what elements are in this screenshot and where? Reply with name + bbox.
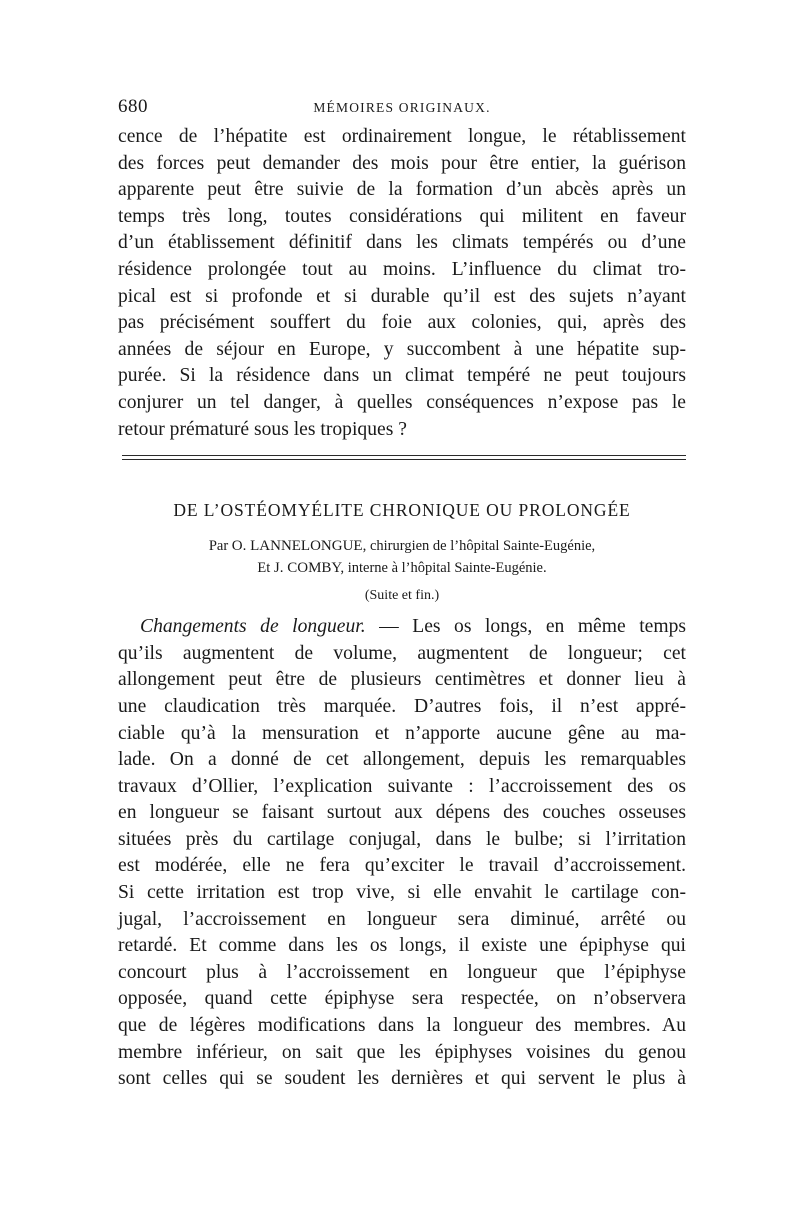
text-line: en longueur se faisant surtout aux dépens des couches osseuses [118,802,686,824]
text-line: une claudication très marquée. D’autres fois, il n’est appré- [118,695,686,717]
text-line: des forces peut demander des mois pour être entier, la guérison [118,152,686,174]
text-line: opposée, quand cette épiphyse sera respectée, on n’observera [118,988,686,1010]
section-divider [118,455,686,460]
divider-rule [122,459,686,460]
text-line: retardé. Et comme dans les os longs, il existe une épiphyse qui [118,935,686,957]
text-line: situées près du cartilage conjugal, dans le bulbe; si l’irritation [118,828,686,850]
article-title: DE L’OSTÉOMYÉLITE CHRONIQUE OU PROLONGÉE [173,500,631,521]
text-line: apparente peut être suivie de la formation d’un abcès après un [118,179,686,201]
author-name: J. COMBY, [273,560,345,577]
running-head [118,96,686,124]
paragraph-longueur [118,614,686,1093]
byline-author-1 [118,535,686,557]
text-line: est modérée, elle ne fera qu’exciter le travail d’accroissement. [118,855,686,877]
text-line: résidence prolongée tout au moins. L’influence du climat tro- [118,258,686,280]
text-line: lade. On a donné de cet allongement, depuis les remarquables [118,749,686,771]
text-line: conjurer un tel danger, à quelles conséquences n’expose pas le [118,391,686,413]
text-line: jugal, l’accroissement en longueur sera diminué, arrêté ou [118,908,686,930]
text-line: que de légères modifications dans la longueur des membres. Au [118,1015,686,1037]
continuation-note: (Suite et fin.) [364,588,440,604]
byline-author-2 [118,557,686,579]
byline-prefix: Et [257,560,274,577]
author-role: interne à l’hôpital Sainte-Eugénie. [344,560,547,577]
text-line: concourt plus à l’accroissement en longueur que l’épiphyse [118,961,686,983]
page [118,96,686,1093]
text-line: qu’ils augmentent de volume, augmentent de longueur; cet [118,642,686,664]
text-line: sont celles qui se soudent les dernières et qui servent le plus à [118,1068,686,1090]
section-lead: — Les os longs, en même temps [365,616,686,638]
text-line: travaux d’Ollier, l’explication suivante : l’accroissement des os [118,775,686,797]
byline-prefix: Par [208,538,232,555]
text-line: pical est si profonde et si durable qu’il est des sujets n’ayant [118,285,686,307]
text-line: cence de l’hépatite est ordinairement longue, le rétablissement [118,126,686,147]
text-line: membre inférieur, on sait que les épiphyses voisines du genou [118,1041,686,1063]
author-name: O. LANNELONGUE, [231,538,367,555]
text-line: d’un établissement définitif dans les climats tempérés ou d’une [118,232,686,254]
text-line: purée. Si la résidence dans un climat tempéré ne peut toujours [118,365,686,387]
page-number: 680 [118,96,148,117]
paragraph-hepatite [118,124,686,443]
text-line: temps très long, toutes considérations qui militent en faveur [118,205,686,227]
running-title: MÉMOIRES ORIGINAUX. [313,100,491,115]
text-line: allongement peut être de plusieurs centimètres et donner lieu à [118,669,686,691]
divider-rule [122,455,686,456]
author-role: chirurgien de l’hôpital Sainte-Eugénie, [366,538,596,555]
text-line [118,614,686,641]
text-line: pas précisément souffert du foie aux colonies, qui, après des [118,312,686,334]
text-line: années de séjour en Europe, y succombent à une hépatite sup- [118,338,686,360]
text-line: Si cette irritation est trop vive, si elle envahit le cartilage con- [118,882,686,904]
text-line: ciable qu’à la mensuration et n’apporte aucune gêne au ma- [118,722,686,744]
section-heading: Changements de longueur. [140,616,366,638]
text-line: retour prématuré sous les tropiques ? [118,418,407,440]
